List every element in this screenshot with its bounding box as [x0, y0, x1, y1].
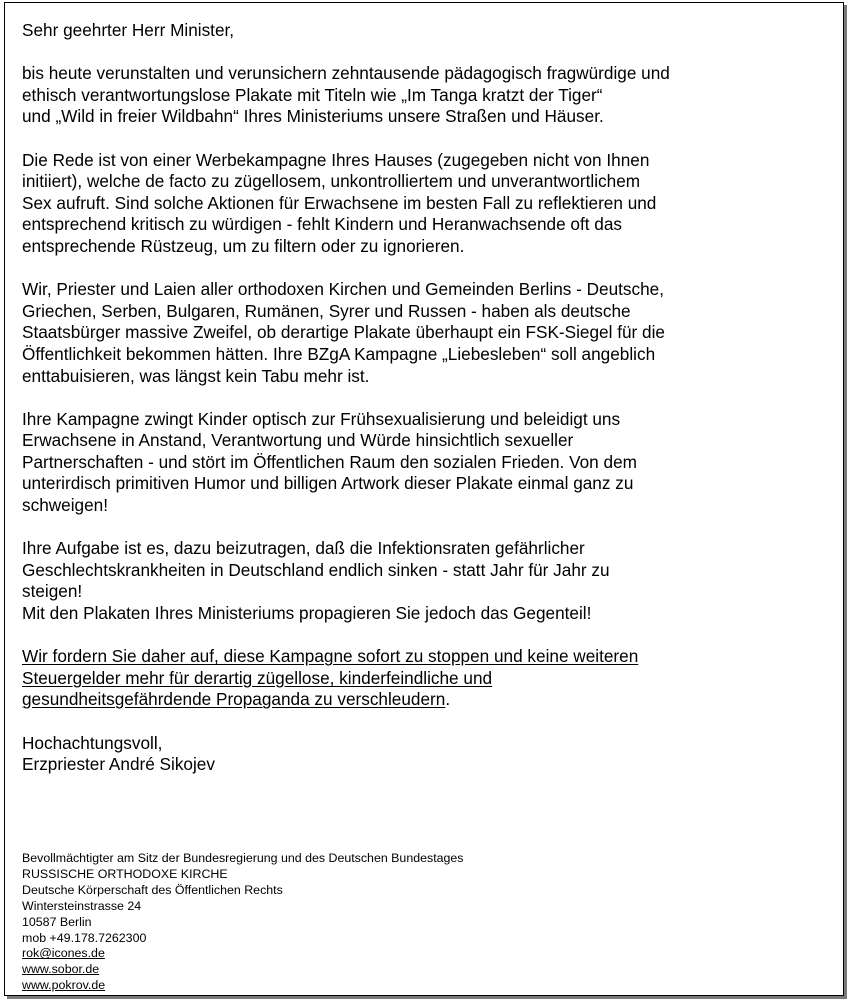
footer-line: Wintersteinstrasse 24	[22, 898, 142, 913]
salutation-line: Sehr geehrter Herr Minister,	[22, 20, 235, 40]
footer-line: RUSSISCHE ORTHODOXE KIRCHE	[22, 866, 228, 881]
text-line: Mit den Plakaten Ihres Ministeriums propagieren Sie jedoch das Gegenteil!	[22, 603, 592, 624]
salutation	[22, 20, 822, 42]
text-line: Partnerschaften - und stört im Öffentlichen Raum den sozialen Frieden. Von dem	[22, 451, 637, 472]
paragraph-2	[22, 150, 822, 258]
demand-last-line	[22, 689, 822, 711]
text-line: enttabuisieren, was längst kein Tabu mehr ist.	[22, 365, 370, 386]
text-line: unterirdisch primitiven Humor und billigen Artwork dieser Plakate einmal ganz zu	[22, 473, 634, 494]
demand-line: Wir fordern Sie daher auf, diese Kampagne sofort zu stoppen und keine weiteren	[22, 646, 639, 667]
text-line: initiiert), welche de facto zu zügellosem, unkontrolliertem und unverantwortlichem	[22, 171, 641, 192]
text-line: entsprechende Rüstzeug, um zu filtern oder zu ignorieren.	[22, 235, 465, 256]
paragraph-5	[22, 538, 822, 624]
demand-paragraph	[22, 646, 822, 711]
text-line: ethisch verantwortungslose Plakate mit Titeln wie „Im Tanga kratzt der Tiger“	[22, 84, 603, 105]
text-line: und „Wild in freier Wildbahn“ Ihres Ministeriums unsere Straßen und Häuser.	[22, 106, 604, 127]
text-line: Die Rede ist von einer Werbekampagne Ihres Hauses (zugegeben nicht von Ihnen	[22, 149, 650, 170]
text-line: Wir, Priester und Laien aller orthodoxen Kirchen und Gemeinden Berlins - Deutsche,	[22, 279, 665, 300]
demand-line: gesundheitsgefährdende Propaganda zu verschleudern	[22, 689, 446, 710]
footer-line: mob +49.178.7262300	[22, 930, 147, 945]
footer-line: 10587 Berlin	[22, 914, 92, 929]
letter-body	[22, 20, 822, 797]
closing-block	[22, 733, 822, 776]
text-line: Staatsbürger massive Zweifel, ob derartige Plakate überhaupt ein FSK-Siegel für die	[22, 322, 665, 343]
footer-line: Deutsche Körperschaft des Öffentlichen Rechts	[22, 882, 283, 897]
footer-link-row	[22, 978, 822, 994]
contact-footer	[22, 851, 822, 994]
demand-period: .	[445, 689, 451, 710]
signature: Erzpriester André Sikojev	[22, 754, 215, 775]
text-line: Erwachsene in Anstand, Verantwortung und Würde hinsichtlich sexueller	[22, 430, 574, 451]
text-line: Ihre Kampagne zwingt Kinder optisch zur Frühsexualisierung und beleidigt uns	[22, 408, 621, 429]
footer-line: Bevollmächtigter am Sitz der Bundesregierung und des Deutschen Bundestages	[22, 851, 464, 865]
text-line: Geschlechtskrankheiten in Deutschland endlich sinken - statt Jahr für Jahr zu	[22, 559, 610, 580]
text-line: Öffentlichkeit bekommen hätten. Ihre BZgA Kampagne „Liebesleben“ soll angeblich	[22, 343, 656, 364]
text-line: bis heute verunstalten und verunsichern zehntausende pädagogisch fragwürdige und	[22, 63, 670, 84]
paragraph-4	[22, 409, 822, 517]
text-line: schweigen!	[22, 495, 108, 516]
paragraph-1	[22, 63, 822, 128]
pokrov-website-link[interactable]: www.pokrov.de	[22, 978, 106, 993]
text-line: steigen!	[22, 581, 83, 602]
text-line: Griechen, Serben, Bulgaren, Rumänen, Syrer und Russen - haben als deutsche	[22, 300, 631, 321]
text-line: Sex aufruft. Sind solche Aktionen für Erwachsene im besten Fall zu reflektieren und	[22, 192, 657, 213]
demand-line: Steuergelder mehr für derartig zügellose, kinderfeindliche und	[22, 667, 493, 688]
text-line: Ihre Aufgabe ist es, dazu beizutragen, daß die Infektionsraten gefährlicher	[22, 538, 585, 559]
paragraph-3	[22, 279, 822, 387]
closing: Hochachtungsvoll,	[22, 732, 163, 753]
text-line: entsprechend kritisch zu würdigen - fehlt Kindern und Heranwachsende oft das	[22, 214, 623, 235]
sobor-website-link[interactable]: www.sobor.de	[22, 962, 100, 977]
footer-link-row	[22, 962, 822, 978]
email-link[interactable]: rok@icones.de	[22, 946, 105, 961]
footer-link-row	[22, 946, 822, 962]
